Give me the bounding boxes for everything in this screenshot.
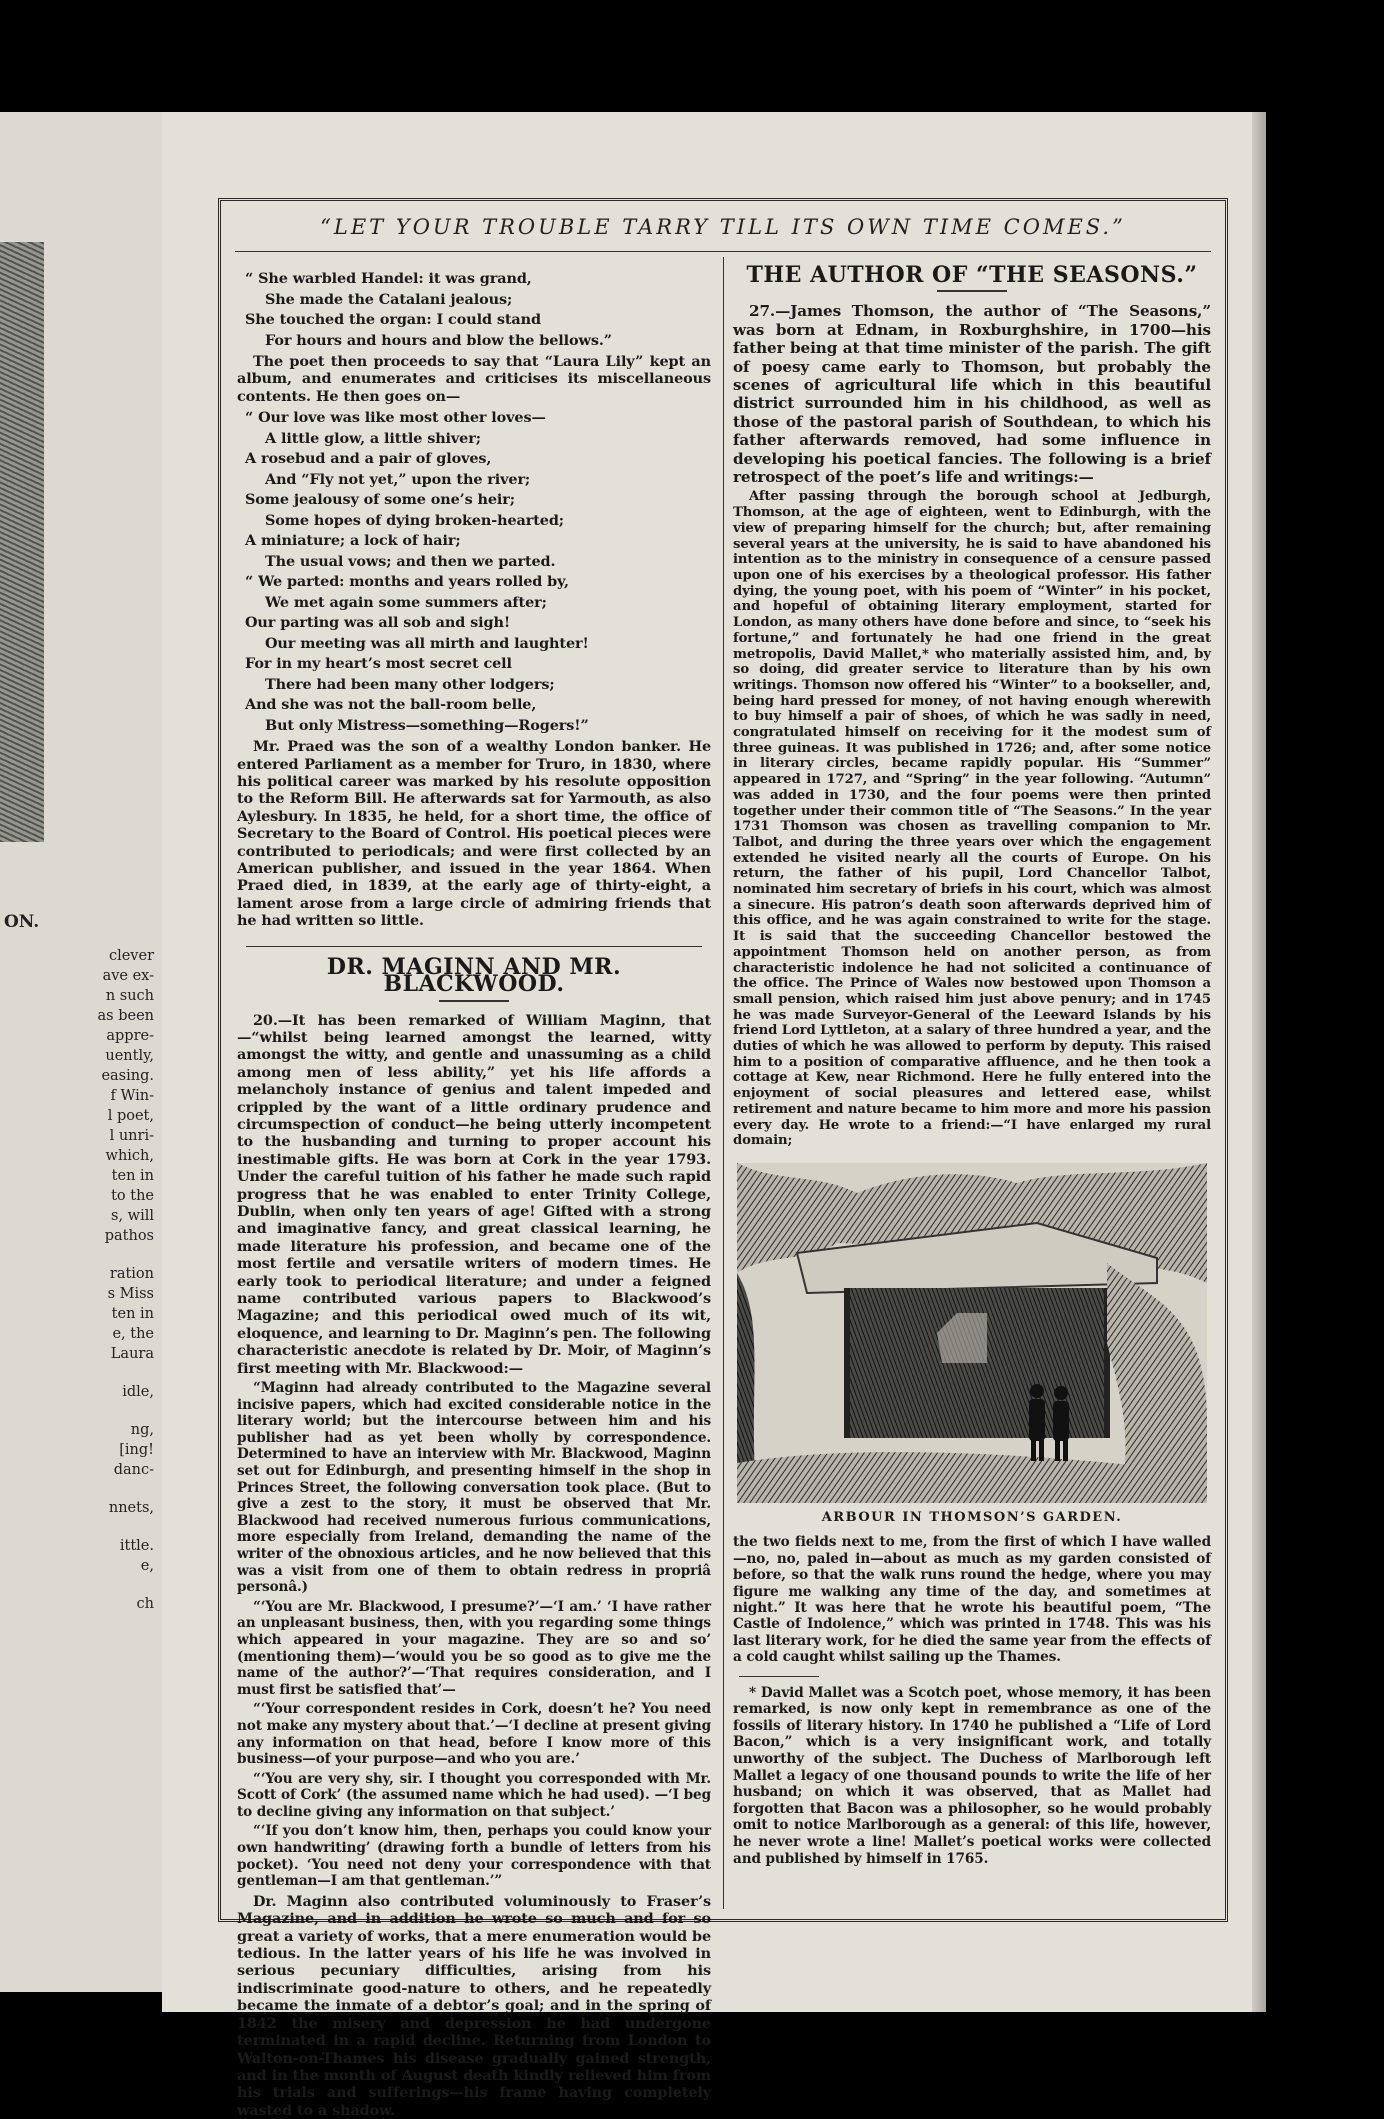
paragraph-dialogue-4: “‘If you don’t know him, then, perhaps you could know your own handwriting’ (drawing forth a bundle of letters from his pocket). ‘You need not deny your correspondence with that gentleman—I am that gentleman.’” (237, 1823, 711, 1890)
heading-thomson: THE AUTHOR OF “THE SEASONS.” (746, 262, 1198, 288)
fragment-gap (4, 1402, 154, 1420)
paragraph-praed: Mr. Praed was the son of a wealthy London banker. He entered Parliament as a member for Truro, in 1830, where his political career was marked by his resolute opposition to the Reform Bill. He afterwards sat for Yarmouth, as also Aylesbury. In 1835, he held, for a short time, the office of Secretary to the Board of Control. His poetical pieces were contributed to periodicals; and were first collected by an American publisher, and issued in the year 1864. When Praed died, in 1839, at the early age of thirty-eight, a lament arose from a large circle of admiring friends that he had written so little. (237, 738, 711, 930)
paragraph-maginn-later: Dr. Maginn also contributed voluminously to Fraser’s Magazine, and in addition he wrote so much and for so great a variety of works, that a mere enumeration would be tedious. In the latter years of his life he was involved in serious pecuniary difficulties, arising from his indiscriminate good-nature to others, and he repeatedly became the inmate of a debtor’s goal; and in the spring of 1842 the misery and depression he had undergone terminated in a rapid decline. Returning from London to Walton-on-Thames his disease gradually gained strength, and in the month of August death kindly relieved him from his trials and sufferings—his frame having completely wasted to a shadow. (237, 1892, 712, 2119)
previous-page-line: easing. (101, 1068, 154, 1084)
verse-line: For hours and hours and blow the bellows.” (265, 331, 612, 349)
paragraph-dialogue-2: “‘Your correspondent resides in Cork, doesn’t he? You need not make any mystery about that.’—‘I decline at present giving any information on that head, before I know more of this business—of your purpose—and who you are.’ (237, 1701, 711, 1768)
paragraph-thomson-life: After passing through the borough school at Jedburgh, Thomson, at the age of eighteen, went to Edinburgh, with the view of preparing himself for the church; but, after remaining several years at the university, he is said to have abandoned his intention as to the ministry in consequence of a censure passed upon one of his exercises by a theological professor. His father dying, the young poet, with his poem of “Winter” in his pocket, and hopeful of obtaining literary employment, started for London, as many others have done before and since, to “seek his fortune,” and fortunately he had one friend in the great metropolis, David Mallet,* who materially assisted him, and, by so doing, did greater service to literature than by his own writings. Thomson now offered his “Winter” to a bookseller, and, being hard pressed for money, of not having enough wherewith to buy himself a pair of shoes, of which he was sadly in need, congratulated himself on receiving for it the modest sum of three guineas. It was published in 1726; and, after some notice in literary circles, became rapidly popular. His “Summer” appeared in 1727, and “Spring” in the year following. “Autumn” was added in 1730, and the four poems were then printed together under their common title of “The Seasons.” In the year 1731 Thomson was chosen as travelling companion to Mr. Talbot, and during the three years over which the engagement extended he visited nearly all the courts of Europe. On his return, the father of his pupil, Lord Chancellor Talbot, nominated him secretary of briefs in his court, which was almost a sinecure. His patron’s death soon afterwards deprived him of this office, and he was again constrained to write for the stage. It is said that the succeeding Chancellor bestowed the appointment Thomson held on another person, as from characteristic indolence he had not solicited a continuance of the office. The Prince of Wales now bestowed upon Thomson a small pension, which raised him just above penury; and in 1745 he was made Surveyor-General of the Leeward Islands by his friend Lord Lyttleton, at a salary of three hundred a year, and the duties of which he was allowed to perform by deputy. This raised him to a position of comparative affluence, and he then took a cottage at Kew, near Richmond. Here he fully entered into the enjoyment of social pleasures and lettered ease, whilst retirement and nature became to him more and more his passion every day. He wrote to a friend:—“I have enlarged my rural domain; (733, 489, 1211, 1149)
previous-page-line: danc- (113, 1462, 154, 1478)
previous-page-line: l unri- (109, 1128, 154, 1144)
verse-line: A little glow, a little shiver; (265, 429, 481, 447)
previous-page-line: f Win- (110, 1088, 154, 1104)
previous-page-line: ave ex- (102, 968, 154, 984)
heading-underline (937, 290, 1007, 292)
paragraph-thomson-intro: 27.—James Thomson, the author of “The Seasons,” was born at Ednam, in Roxburghshire, in 1700—his father being at that time minister of the parish. The gift of poesy came early to Thomson, but probably the scenes of agricultural life which in this beautiful district surrounded him in his childhood, as well as those of the pastoral parish of Southdean, to which his father afterwards removed, had some influence in developing his poetical fancies. The following is a brief retrospect of the poet’s life and writings:— (733, 302, 1211, 487)
heading-underline (439, 1000, 509, 1002)
verse-line: We met again some summers after; (265, 593, 547, 611)
verse-line: “ We parted: months and years rolled by, (245, 573, 569, 591)
verse-line: Some jealousy of some one’s heir; (245, 491, 515, 509)
fragment-gap (4, 1246, 154, 1264)
verse-line: A miniature; a lock of hair; (245, 532, 461, 550)
motto-rule (235, 251, 1211, 252)
previous-page-line: pathos (104, 1228, 154, 1244)
section-rule (246, 946, 701, 947)
newspaper-page (162, 112, 1252, 2119)
previous-page-line: Laura (110, 1346, 154, 1362)
verse-line: Some hopes of dying broken-hearted; (265, 511, 565, 529)
previous-page-line: [ing! (119, 1442, 154, 1458)
paragraph-maginn-intro: 20.—It has been remarked of William Maginn, that—“whilst being learned amongst the learned, witty amongst the witty, and gentle and unassuming as a child among men of less ability,” yet his life affords a melancholy instance of genius and talent impeded and crippled by the want of a little ordinary prudence and circumspection of conduct—he being utterly incompetent to the husbanding and turning to proper account his inestimable gifts. He was born at Cork in the year 1793. Under the careful tuition of his father he made such rapid progress that he was enabled to enter Trinity College, Dublin, when only ten years of age! Gifted with a strong and imaginative fancy, and great classical learning, he made literature his profession, and became one of the most fertile and versatile writers of modern times. He early took to periodical literature; and under a feigned name contributed various papers to Blackwood’s Magazine; and this periodical owed much of its wit, eloquence, and learning to Dr. Maginn’s pen. The following characteristic anecdote is related by Dr. Moir, of Maginn’s first meeting with Mr. Blackwood:— (237, 1011, 711, 1377)
left-column (237, 269, 712, 2119)
previous-page-line: n such (105, 988, 154, 1004)
page-motto: “LET YOUR TROUBLE TARRY TILL ITS OWN TIME COMES.” (320, 215, 1126, 239)
verse-handel (245, 269, 711, 351)
previous-page-line: s Miss (107, 1286, 154, 1302)
verse-line: “ Our love was like most other loves— (245, 409, 546, 427)
previous-page-line: ch (136, 1596, 154, 1612)
previous-page-line: uently, (105, 1048, 154, 1064)
fragment-gap (4, 1364, 154, 1382)
verse-line: Our parting was all sob and sigh! (245, 614, 511, 632)
footnote-rule (739, 1676, 819, 1677)
verse-line: She touched the organ: I could stand (245, 311, 541, 328)
page-frame (218, 198, 1228, 2119)
previous-page-line: ten in (111, 1168, 154, 1184)
verse-line: The usual vows; and then we parted. (265, 552, 556, 570)
engraving-caption: ARBOUR IN THOMSON’S GARDEN. (821, 1510, 1123, 1525)
previous-page-fragment (0, 112, 164, 1992)
previous-page-text (4, 912, 154, 1614)
previous-page-line: as been (97, 1008, 154, 1024)
verse-line: There had been many other lodgers; (265, 675, 555, 693)
previous-page-line: appre- (106, 1028, 154, 1044)
previous-page-line: e, the (112, 1326, 154, 1342)
previous-page-line: l poet, (107, 1108, 154, 1124)
previous-page-line: ten in (111, 1306, 154, 1322)
arbour-engraving (737, 1163, 1207, 1503)
verse-line: A rosebud and a pair of gloves, (245, 450, 492, 468)
fragment-gap (4, 1518, 154, 1536)
verse-line: But only Mistress—something—Rogers!” (265, 716, 589, 734)
right-column (733, 263, 1211, 1909)
previous-page-line: clever (108, 948, 154, 964)
paragraph-album: The poet then proceeds to say that “Laura Lily” kept an album, and enumerates and criticises its miscellaneous contents. He then goes on— (237, 353, 711, 405)
previous-page-line: to the (111, 1188, 154, 1204)
heading-maginn-blackwood: DR. MAGINN AND MR. BLACKWOOD. (326, 953, 622, 998)
previous-page-line: ittle. (119, 1538, 154, 1554)
column-divider (723, 257, 724, 1909)
verse-line: She made the Catalani jealous; (265, 290, 513, 308)
verse-love (245, 408, 711, 736)
verse-line: And she was not the ball-room belle, (245, 696, 537, 714)
previous-page-line: ng, (130, 1422, 154, 1438)
fragment-gap (4, 1576, 154, 1594)
fragment-gap (4, 1480, 154, 1498)
verse-line: For in my heart’s most secret cell (245, 655, 512, 673)
previous-page-heading: ON. (4, 912, 40, 932)
previous-page-line: s, will (111, 1208, 154, 1224)
paragraph-thomson-letter: the two fields next to me, from the first of which I have walled—no, no, paled in—about as much as my garden consisted of before, so that the walk runs round the hedge, where you may figure me walking any time of the day, and sometimes at night.” It was here that he wrote his beautiful poem, “The Castle of Indolence,” which was printed in 1748. This was his last literary work, for he died the same year from the effects of a cold caught whilst sailing up the Thames. (733, 1534, 1211, 1666)
page-edge (1252, 112, 1266, 2012)
verse-line: “ She warbled Handel: it was grand, (245, 270, 532, 287)
paragraph-dialogue-1: “‘You are Mr. Blackwood, I presume?’—‘I am.’ ‘I have rather an unpleasant business, then, with you regarding some things which appeared in your magazine. They are so and so’ (mentioning them)—‘would you be so good as to give me the name of the author?’—‘That requires consideration, and I must first be satisfied that’— (237, 1598, 711, 1698)
previous-page-line: which, (105, 1148, 154, 1164)
verse-line: Our meeting was all mirth and laughter! (265, 634, 589, 652)
previous-page-line: ration (109, 1266, 154, 1282)
previous-page-line: nnets, (108, 1500, 154, 1516)
paragraph-dialogue-3: “‘You are very shy, sir. I thought you corresponded with Mr. Scott of Cork’ (the assumed name which he had used). —‘I beg to decline giving any information on that subject.’ (237, 1770, 711, 1820)
paragraph-anecdote: “Maginn had already contributed to the Magazine several incisive papers, which had excited considerable notice in the literary world; but the intercourse between him and his publisher had as yet been wholly by correspondence. Determined to have an interview with Mr. Blackwood, Maginn set out for Edinburgh, and presenting himself in the shop in Princes Street, the following conversation took place. (But to give a zest to the story, it must be observed that Mr. Blackwood had received numerous furious communications, more especially from Ireland, demanding the name of the writer of the obnoxious articles, and he now believed that this was a visit from one of them to obtain redress in propriâ personâ.) (237, 1380, 711, 1596)
footnote-mallet: * David Mallet was a Scotch poet, whose memory, it has been remarked, is now only kept in remembrance as one of the fossils of literary history. In 1740 he published a “Life of Lord Bacon,” which is a very insignificant work, and totally unworthy of the subject. The Duchess of Marlborough left Mallet a legacy of one thousand pounds to write the life of her husband; on which it was observed, that as Mallet had forgotten that Bacon was a philosopher, so he would probably omit to notice Marlborough as a general: of this life, however, he never wrote a line! Mallet’s poetical works were collected and published by himself in 1765. (733, 1684, 1211, 1867)
verse-line: And “Fly not yet,” upon the river; (265, 470, 531, 488)
previous-page-line: e, (140, 1558, 154, 1574)
previous-page-line: idle, (122, 1384, 154, 1400)
previous-page-engraving (0, 242, 44, 842)
